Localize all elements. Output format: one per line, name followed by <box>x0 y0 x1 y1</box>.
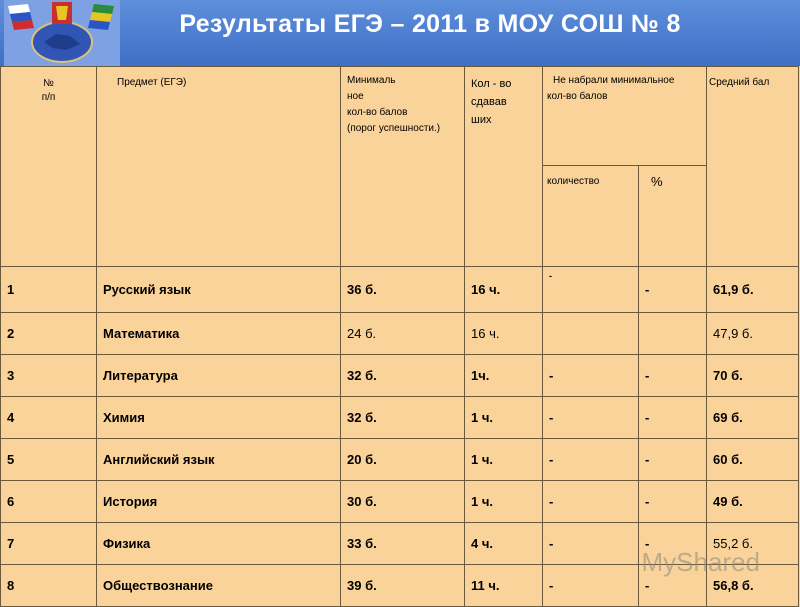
cell-count: 16 ч. <box>465 313 543 355</box>
cell-pct: - <box>639 439 707 481</box>
cell-count: 16 ч. <box>465 267 543 313</box>
cell-subject: Русский язык <box>97 267 341 313</box>
results-table-container <box>0 66 800 600</box>
cell-qty: - <box>543 481 639 523</box>
table-row <box>1 267 799 313</box>
cell-qty <box>543 313 639 355</box>
header-num <box>1 67 97 267</box>
cell-num: 3 <box>1 355 97 397</box>
header-count <box>465 67 543 267</box>
cell-avg: 55,2 б. <box>707 523 799 565</box>
cell-subject: Английский язык <box>97 439 341 481</box>
cell-count: 4 ч. <box>465 523 543 565</box>
cell-qty: - <box>543 439 639 481</box>
cell-avg: 60 б. <box>707 439 799 481</box>
cell-pct: - <box>639 267 707 313</box>
cell-min: 39 б. <box>341 565 465 607</box>
header-min-score-1: Минималь <box>347 75 396 86</box>
header-not-passed-2: кол-во балов <box>547 91 608 102</box>
cell-num: 8 <box>1 565 97 607</box>
cell-avg: 70 б. <box>707 355 799 397</box>
cell-avg: 49 б. <box>707 481 799 523</box>
cell-min: 30 б. <box>341 481 465 523</box>
cell-count: 11 ч. <box>465 565 543 607</box>
cell-subject: Математика <box>97 313 341 355</box>
cell-pct: - <box>639 523 707 565</box>
header-count-3: ших <box>471 114 492 126</box>
header-subject: Предмет (ЕГЭ) <box>97 67 341 267</box>
table-row <box>1 313 799 355</box>
cell-pct: - <box>639 397 707 439</box>
cell-qty: - <box>543 397 639 439</box>
cell-qty: - <box>543 267 639 313</box>
header-quantity: количество <box>543 166 639 267</box>
watermark-logo: MyShared <box>641 547 760 577</box>
header-average: Средний бал <box>707 67 799 267</box>
cell-count: 1 ч. <box>465 397 543 439</box>
cell-subject: История <box>97 481 341 523</box>
cell-num: 6 <box>1 481 97 523</box>
cell-num: 2 <box>1 313 97 355</box>
header-not-passed-1: Не набрали минимальное <box>553 75 675 86</box>
cell-min: 32 б. <box>341 355 465 397</box>
header-count-2: сдавав <box>471 96 507 108</box>
cell-min: 24 б. <box>341 313 465 355</box>
cell-avg: 61,9 б. <box>707 267 799 313</box>
cell-pct: - <box>639 355 707 397</box>
table-row <box>1 481 799 523</box>
header-min-score-2: ное <box>347 91 364 102</box>
cell-min: 33 б. <box>341 523 465 565</box>
header-min-score <box>341 67 465 267</box>
header-count-1: Кол - во <box>471 78 512 90</box>
table-row <box>1 355 799 397</box>
cell-qty: - <box>543 565 639 607</box>
header-min-score-4: (порог успешности.) <box>347 123 441 134</box>
cell-count: 1ч. <box>465 355 543 397</box>
cell-min: 32 б. <box>341 397 465 439</box>
cell-avg: 69 б. <box>707 397 799 439</box>
cell-pct: - <box>639 481 707 523</box>
header-num-1: № <box>43 78 54 89</box>
cell-avg: 56,8 б. <box>707 565 799 607</box>
cell-pct <box>639 313 707 355</box>
header-not-passed <box>543 67 707 166</box>
cell-min: 20 б. <box>341 439 465 481</box>
cell-subject: Обществознание <box>97 565 341 607</box>
cell-subject: Физика <box>97 523 341 565</box>
page-title: Результаты ЕГЭ – 2011 в МОУ СОШ № 8 <box>179 10 681 38</box>
cell-num: 5 <box>1 439 97 481</box>
results-table <box>0 66 799 607</box>
header-num-2: п/п <box>41 92 56 103</box>
table-row <box>1 397 799 439</box>
cell-subject: Химия <box>97 397 341 439</box>
cell-count: 1 ч. <box>465 481 543 523</box>
cell-pct: - <box>639 565 707 607</box>
title-banner <box>0 0 800 66</box>
cell-qty: - <box>543 355 639 397</box>
cell-qty: - <box>543 523 639 565</box>
cell-count: 1 ч. <box>465 439 543 481</box>
cell-num: 7 <box>1 523 97 565</box>
cell-subject: Литература <box>97 355 341 397</box>
table-row <box>1 439 799 481</box>
header-min-score-3: кол-во балов <box>347 107 408 118</box>
cell-avg: 47,9 б. <box>707 313 799 355</box>
cell-num: 1 <box>1 267 97 313</box>
cell-min: 36 б. <box>341 267 465 313</box>
header-percent: % <box>639 166 707 267</box>
cell-num: 4 <box>1 397 97 439</box>
